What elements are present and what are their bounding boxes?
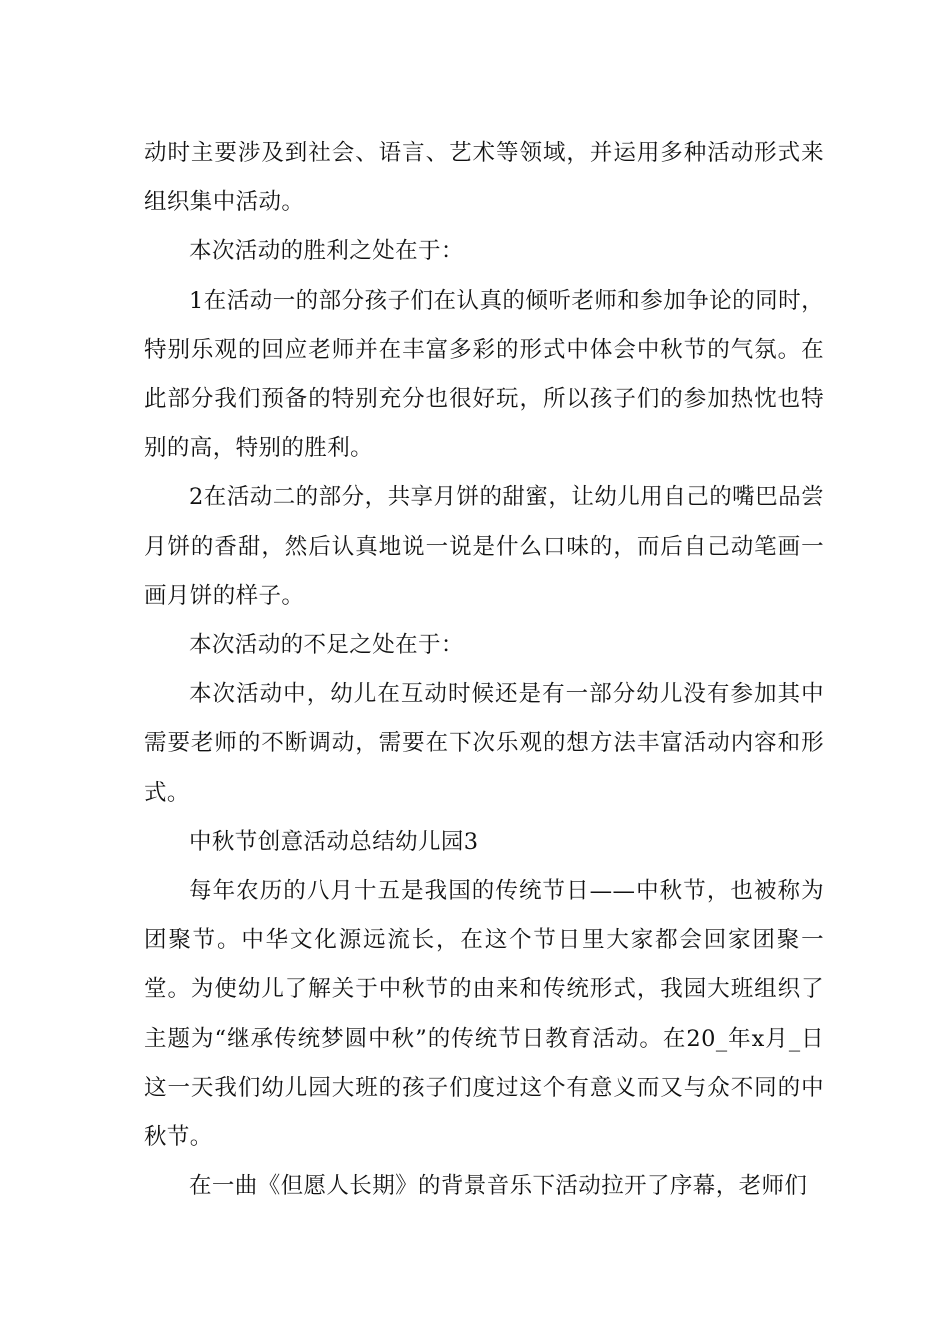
paragraph-2: 本次活动的胜利之处在于：: [189, 238, 464, 265]
document-body: [144, 129, 824, 1211]
paragraph-8: 在一曲《但愿人长期》的背景音乐下活动拉开了序幕，老师们: [189, 1173, 808, 1200]
paragraph-4: 2在活动二的部分，共享月饼的甜蜜，让幼儿用自己的嘴巴品尝月饼的香甜，然后认真地说一说是什么口味的，而后自己动笔画一画月饼的样子。: [144, 484, 824, 609]
paragraph-3: 1在活动一的部分孩子们在认真的倾听老师和参加争论的同时，特别乐观的回应老师并在丰富多彩的形式中体会中秋节的气氛。在此部分我们预备的特别充分也很好玩，所以孩子们的参加热忱也特别的高，特别的胜利。: [144, 287, 824, 462]
paragraph-6: 本次活动中，幼儿在互动时候还是有一部分幼儿没有参加其中需要老师的不断调动，需要在下次乐观的想方法丰富活动内容和形式。: [144, 681, 824, 806]
paragraph-1: 动时主要涉及到社会、语言、艺术等领域，并运用多种活动形式来组织集中活动。: [144, 140, 824, 216]
section-heading: 中秋节创意活动总结幼儿园3: [189, 828, 479, 855]
paragraph-7: 每年农历的八月十五是我国的传统节日——中秋节，也被称为团聚节。中华文化源远流长，在这个节日里大家都会回家团聚一堂。为使幼儿了解关于中秋节的由来和传统形式，我园大班组织了主题为“继承传统梦圆中秋”的传统节日教育活动。在20_年x月_日这一天我们幼儿园大班的孩子们度过这个有意义而又与众不同的中秋节。: [144, 878, 824, 1151]
paragraph-5: 本次活动的不足之处在于：: [189, 632, 464, 659]
